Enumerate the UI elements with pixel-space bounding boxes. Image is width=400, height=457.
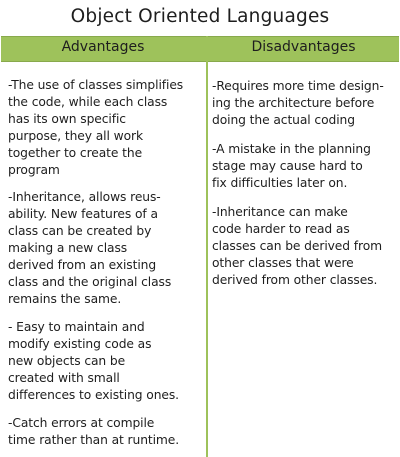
text-line: time rather than at runtime. [8,433,180,447]
advantages-header: Advantages [61,39,145,55]
column-divider [206,36,208,457]
text-line: program [8,163,60,177]
text-line: class and the original class [8,275,172,289]
text-line: new objects can be [8,354,126,368]
advantage-item [8,415,202,449]
disadvantage-item [212,78,398,129]
advantages-column [8,64,202,449]
disadvantage-item [212,141,398,192]
text-line: - Easy to maintain and [8,320,145,334]
text-line: the code, while each class [8,95,168,109]
text-line: making a new class [8,241,128,255]
text-line: -The use of classes simplifies [8,78,184,92]
text-line: has its own specific [8,112,126,126]
text-line: remains the same. [8,292,122,306]
text-line: -Inheritance, allows reus- [8,190,161,204]
advantage-item [8,189,202,308]
text-line: -Requires more time design- [212,79,384,93]
text-line: together to create the [8,146,143,160]
text-line: purpose, they all work [8,129,143,143]
text-line: doing the actual coding [212,113,355,127]
text-line: differences to existing ones. [8,388,179,402]
text-line: ability. New features of a [8,207,158,221]
disadvantages-column [212,64,398,289]
text-line: class can be created by [8,224,152,238]
page-title: Object Oriented Languages [70,6,330,27]
disadvantage-item [212,204,398,289]
text-line: classes can be derived from [212,239,383,253]
text-line: derived from an existing [8,258,157,272]
text-line: -A mistake in the planning [212,142,371,156]
text-line: other classes that were [212,256,354,270]
text-line: stage may cause hard to [212,159,363,173]
text-line: fix difficulties later on. [212,176,348,190]
advantage-item [8,319,202,404]
text-line: ing the architecture before [212,96,375,110]
advantage-item [8,77,202,179]
text-line: code harder to read as [212,222,350,236]
text-line: modify existing code as [8,337,152,351]
text-line: derived from other classes. [212,273,378,287]
text-line: created with small [8,371,120,385]
disadvantages-header: Disadvantages [251,39,356,55]
text-line: -Catch errors at compile [8,416,155,430]
text-line: -Inheritance can make [212,205,348,219]
